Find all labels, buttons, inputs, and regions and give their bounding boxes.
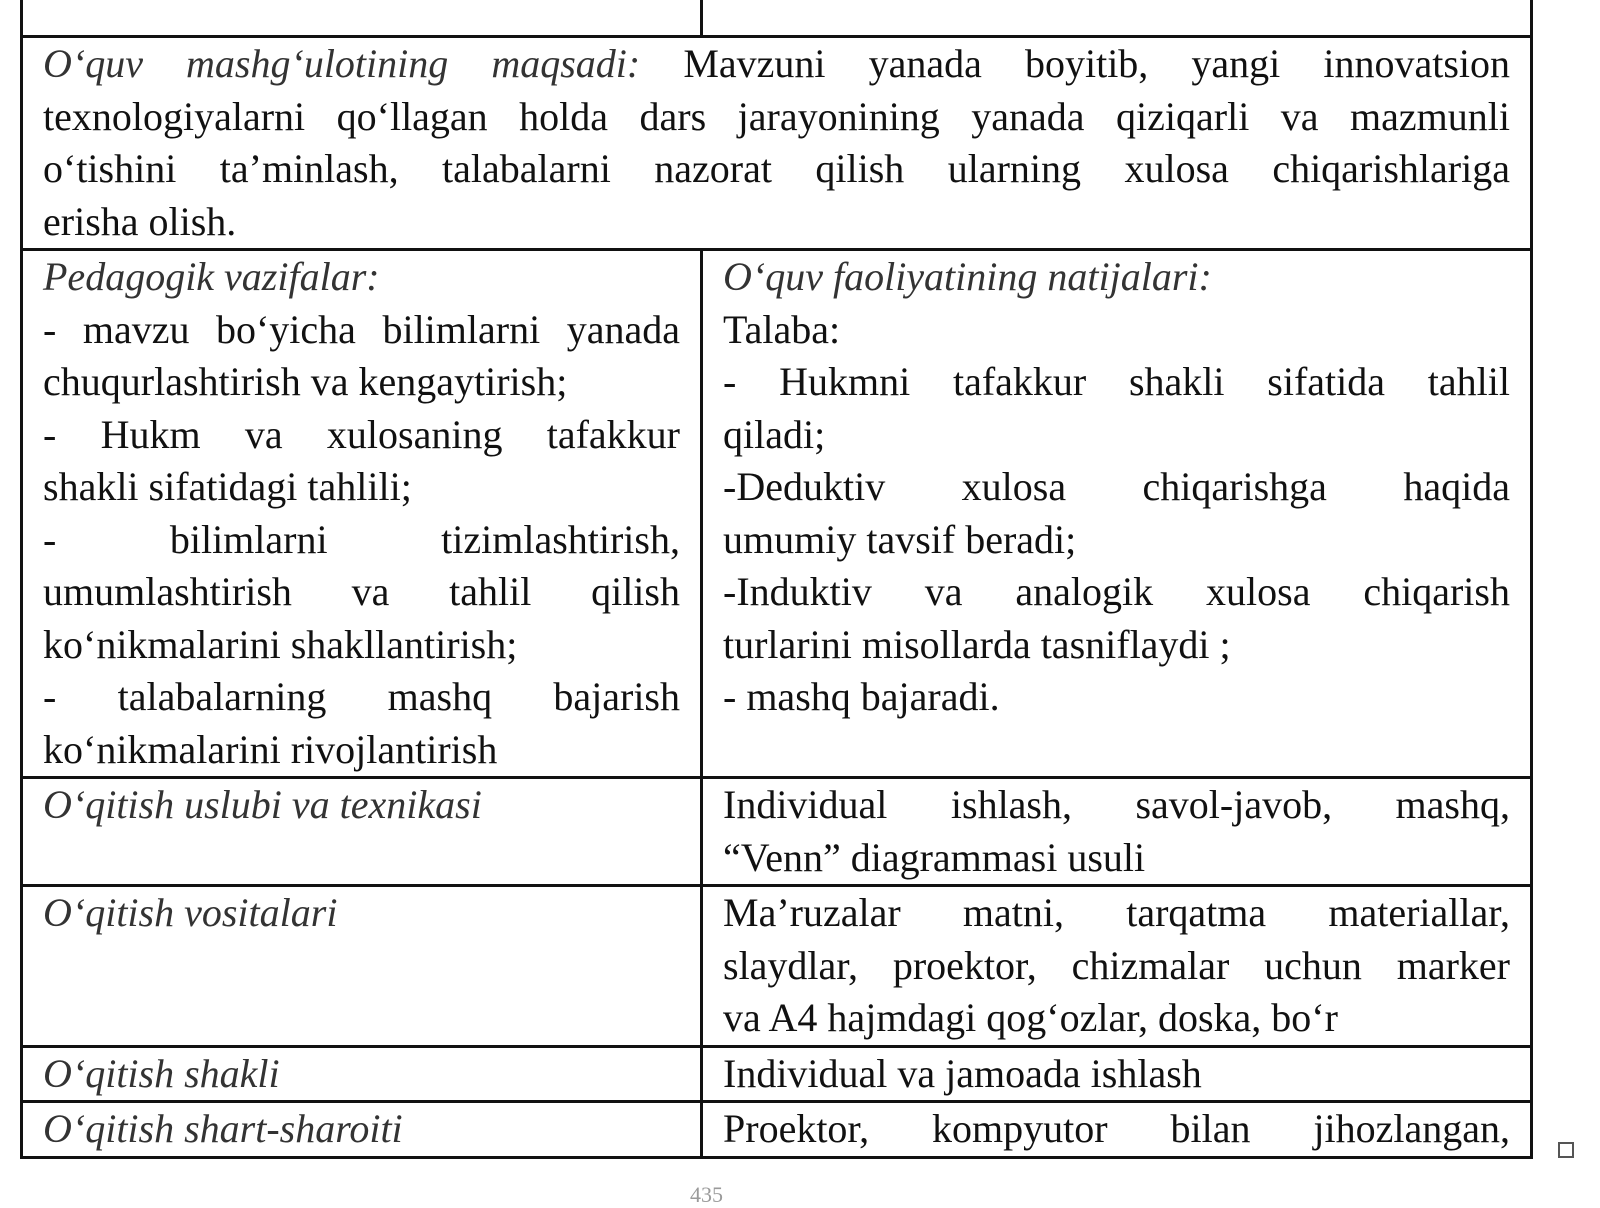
table-row-empty-top (22, 0, 1532, 37)
task-line: - Hukm va xulosaning tafakkur (43, 411, 680, 457)
means-value-cell (702, 886, 1532, 1047)
result-line: -Induktiv va analogik xulosa chiqarish (723, 569, 1510, 614)
task-line: shakli sifatidagi tahlili; (43, 464, 412, 509)
means-line: Ma’ruzalar matni, tarqatma materiallar, (723, 890, 1510, 935)
method-line: Individual ishlash, savol-javob, mashq, (723, 782, 1510, 827)
lesson-plan-table (20, 0, 1533, 1159)
learning-results-label: O‘quv faoliyatining natijalari: (723, 254, 1212, 299)
conditions-label: O‘qitish shart-sharoiti (43, 1106, 403, 1151)
task-line: - bilimlarni tizimlashtirish, (43, 516, 680, 562)
goal-line-4: erisha olish. (43, 198, 237, 244)
table-row-goal (22, 37, 1532, 250)
goal-label: O‘quv mashg‘ulotining maqsadi: (43, 41, 641, 86)
page-number: 435 (690, 1182, 723, 1207)
result-line: -Deduktiv xulosa chiqarishga haqida (723, 464, 1510, 509)
table-row-method (22, 778, 1532, 886)
table-row-tasks-results (22, 250, 1532, 778)
result-line: umumiy tavsif beradi; (723, 516, 1077, 562)
empty-cell-right (702, 0, 1532, 37)
means-label: O‘qitish vositalari (43, 890, 338, 935)
method-label-cell (22, 778, 702, 886)
task-line: - mavzu bo‘yicha bilimlarni yanada (43, 306, 680, 352)
goal-line-1 (43, 38, 1510, 91)
form-value: Individual va jamoada ishlash (723, 1050, 1202, 1096)
form-value-cell (702, 1046, 1532, 1102)
conditions-value-cell (702, 1102, 1532, 1158)
method-value-cell (702, 778, 1532, 886)
goal-text-1: Mavzuni yanada boyitib, yangi innovatsion (683, 41, 1510, 86)
conditions-value: Proektor, kompyutor bilan jihozlangan, (723, 1106, 1510, 1151)
method-label: O‘qitish uslubi va texnikasi (43, 782, 482, 827)
form-label-cell (22, 1046, 702, 1102)
means-label-cell (22, 886, 702, 1047)
form-label: O‘qitish shakli (43, 1050, 280, 1096)
task-line: umumlashtirish va tahlil qilish (43, 569, 680, 614)
result-line: qiladi; (723, 411, 826, 457)
goal-line-3: o‘tishini ta’minlash, talabalarni nazorat qilish ularning xulosa chiqarishlariga (43, 146, 1510, 191)
result-line: - Hukmni tafakkur shakli sifatida tahlil (723, 359, 1510, 404)
pedagogical-tasks-label: Pedagogik vazifalar: (43, 254, 380, 299)
empty-cell-left (22, 0, 702, 37)
table-row-conditions (22, 1102, 1532, 1158)
result-line: Talaba: (723, 306, 841, 352)
task-line: ko‘nikmalarini shakllantirish; (43, 621, 518, 667)
result-line: - mashq bajaradi. (723, 674, 1000, 719)
conditions-label-cell (22, 1102, 702, 1158)
means-line: slaydlar, proektor, chizmalar uchun marker (723, 942, 1510, 988)
method-line: “Venn” diagrammasi usuli (723, 834, 1146, 880)
table-row-means (22, 886, 1532, 1047)
goal-line-2: texnologiyalarni qo‘llagan holda dars jarayonining yanada qiziqarli va mazmunli (43, 93, 1510, 139)
result-line: turlarini misollarda tasniflaydi ; (723, 621, 1231, 667)
task-line: - talabalarning mashq bajarish (43, 674, 680, 719)
means-line: va A4 hajmdagi qog‘ozlar, doska, bo‘r (723, 995, 1338, 1040)
pedagogical-tasks-cell (22, 250, 702, 778)
goal-cell (22, 37, 1532, 250)
resize-handle-icon (1558, 1142, 1574, 1158)
table-row-form (22, 1046, 1532, 1102)
task-line: chuqurlashtirish va kengaytirish; (43, 359, 568, 404)
learning-results-cell (702, 250, 1532, 778)
task-line: ko‘nikmalarini rivojlantirish (43, 726, 498, 772)
